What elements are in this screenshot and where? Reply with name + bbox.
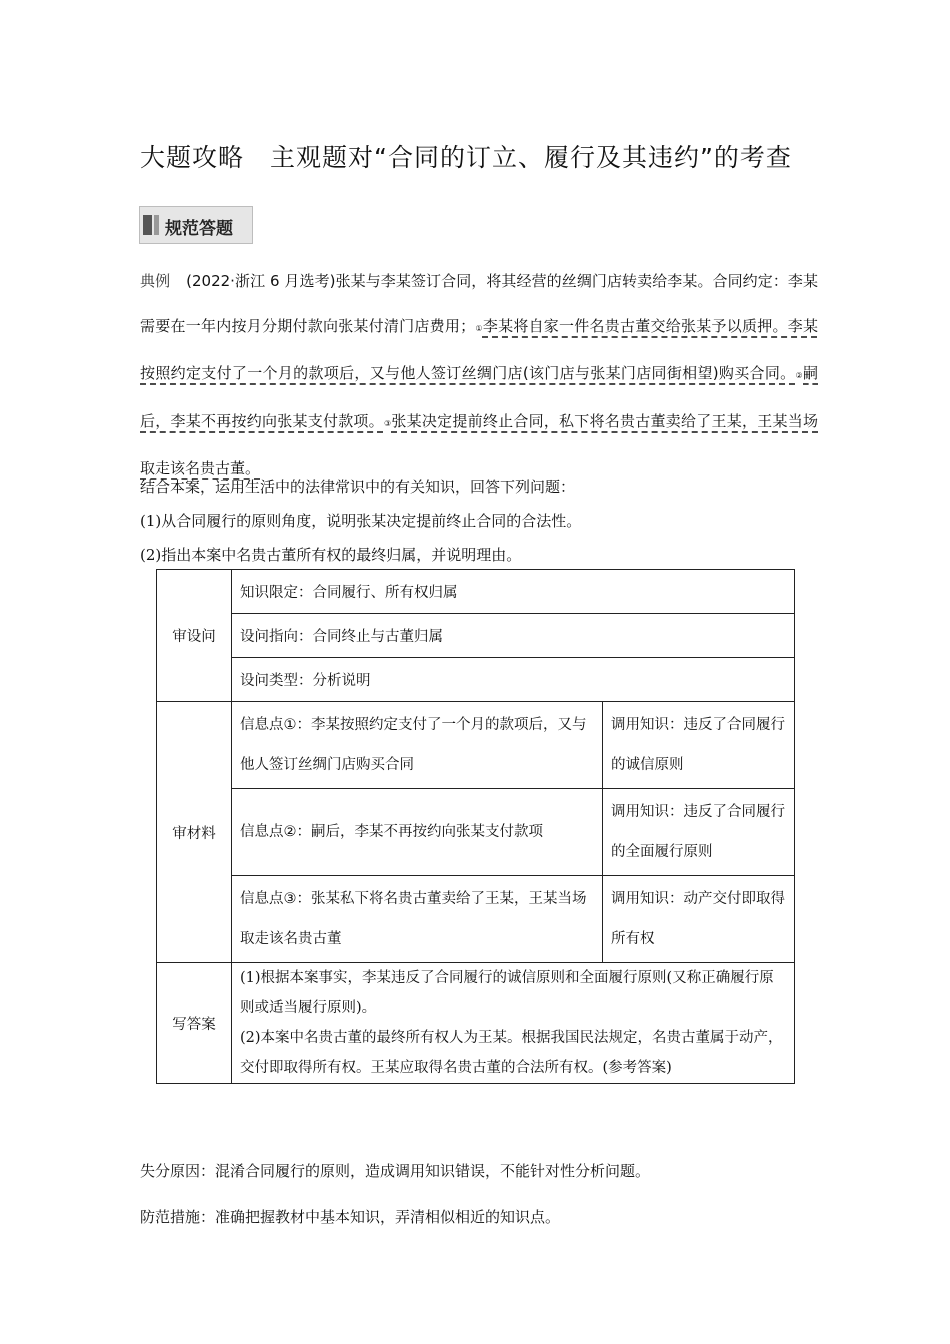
answer-1: (1)根据本案事实，李某违反了合同履行的诚信原则和全面履行原则(又称正确履行原则或适当履行原则)。 [240,970,774,1016]
table-row [157,963,795,1084]
marker-2: ② [795,371,803,380]
answer-cell [232,963,795,1084]
underlined-info-1: 李某将自家一件名贵古董交给张某予以质押。李某按照约定支付了一个月的款项后，又与他人签订丝绸门店(该门店与张某门店同街相望)购买合同。 [140,316,818,382]
example-problem [140,259,818,491]
table-row [157,876,795,963]
info-point-3: 信息点③：张某私下将名贵古董卖给了王某，王某当场取走该名贵古董 [232,876,603,963]
section-badge [139,206,253,244]
question-intro: 结合本案，运用生活中的法律常识中的有关知识，回答下列问题： [140,478,576,496]
knowledge-2: 调用知识：违反了合同履行的全面履行原则 [603,789,795,876]
question-direction-cell: 设问指向：合同终止与古董归属 [232,614,795,658]
knowledge-3: 调用知识：动产交付即取得所有权 [603,876,795,963]
analysis-table [156,569,795,1084]
table-row [157,702,795,789]
problem-text: (2022·浙江 6 月选考)张某与李某签订合同，将其经营的丝绸门店转卖给李某。合同约定：李某需要在一年内按月分期付款向张某付清门店费用； [140,272,818,335]
row-header-write-answer: 写答案 [157,963,232,1084]
underlined-info-2: 嗣后，李某不再按约向张某支付款项。 [140,364,819,430]
badge-bar-icon [143,215,152,235]
table-row [157,614,795,658]
info-point-1: 信息点①：李某按照约定支付了一个月的款项后，又与他人签订丝绸门店购买合同 [232,702,603,789]
table-row [157,658,795,702]
row-header-review-question: 审设问 [157,570,232,702]
marker-1: ① [475,323,483,333]
underlined-info-3: 张某决定提前终止合同，私下将名贵古董卖给了王某，王某当场取走该名贵古董。 [140,411,818,477]
row-header-review-material: 审材料 [157,702,232,963]
knowledge-limit-cell: 知识限定：合同履行、所有权归属 [232,570,795,614]
table-row [157,789,795,876]
badge-bar-icon [154,215,159,235]
marker-3: ③ [383,418,392,428]
prevention-measures: 防范措施：准确把握教材中基本知识，弄清相似相近的知识点。 [140,1208,561,1226]
section-badge-label: 规范答题 [165,219,233,239]
question-block [140,470,818,572]
question-1: (1)从合同履行的原则角度，说明张某决定提前终止合同的合法性。 [140,512,582,530]
page-title: 大题攻略 主观题对“合同的订立、履行及其违约”的考查 [140,143,792,172]
answer-2: (2)本案中名贵古董的最终所有权人为王某。根据我国民法规定，名贵古董属于动产，交付即取得所有权。王某应取得名贵古董的合法所有权。(参考答案) [240,1030,783,1076]
info-point-2: 信息点②：嗣后，李某不再按约向张某支付款项 [232,789,603,876]
question-2: (2)指出本案中名贵古董所有权的最终归属，并说明理由。 [140,546,522,564]
question-type-cell: 设问类型：分析说明 [232,658,795,702]
knowledge-1: 调用知识：违反了合同履行的诚信原则 [603,702,795,789]
loss-reason: 失分原因：混淆合同履行的原则，造成调用知识错误，不能针对性分析问题。 [140,1162,651,1180]
table-row [157,570,795,614]
example-label: 典例 [140,272,171,290]
